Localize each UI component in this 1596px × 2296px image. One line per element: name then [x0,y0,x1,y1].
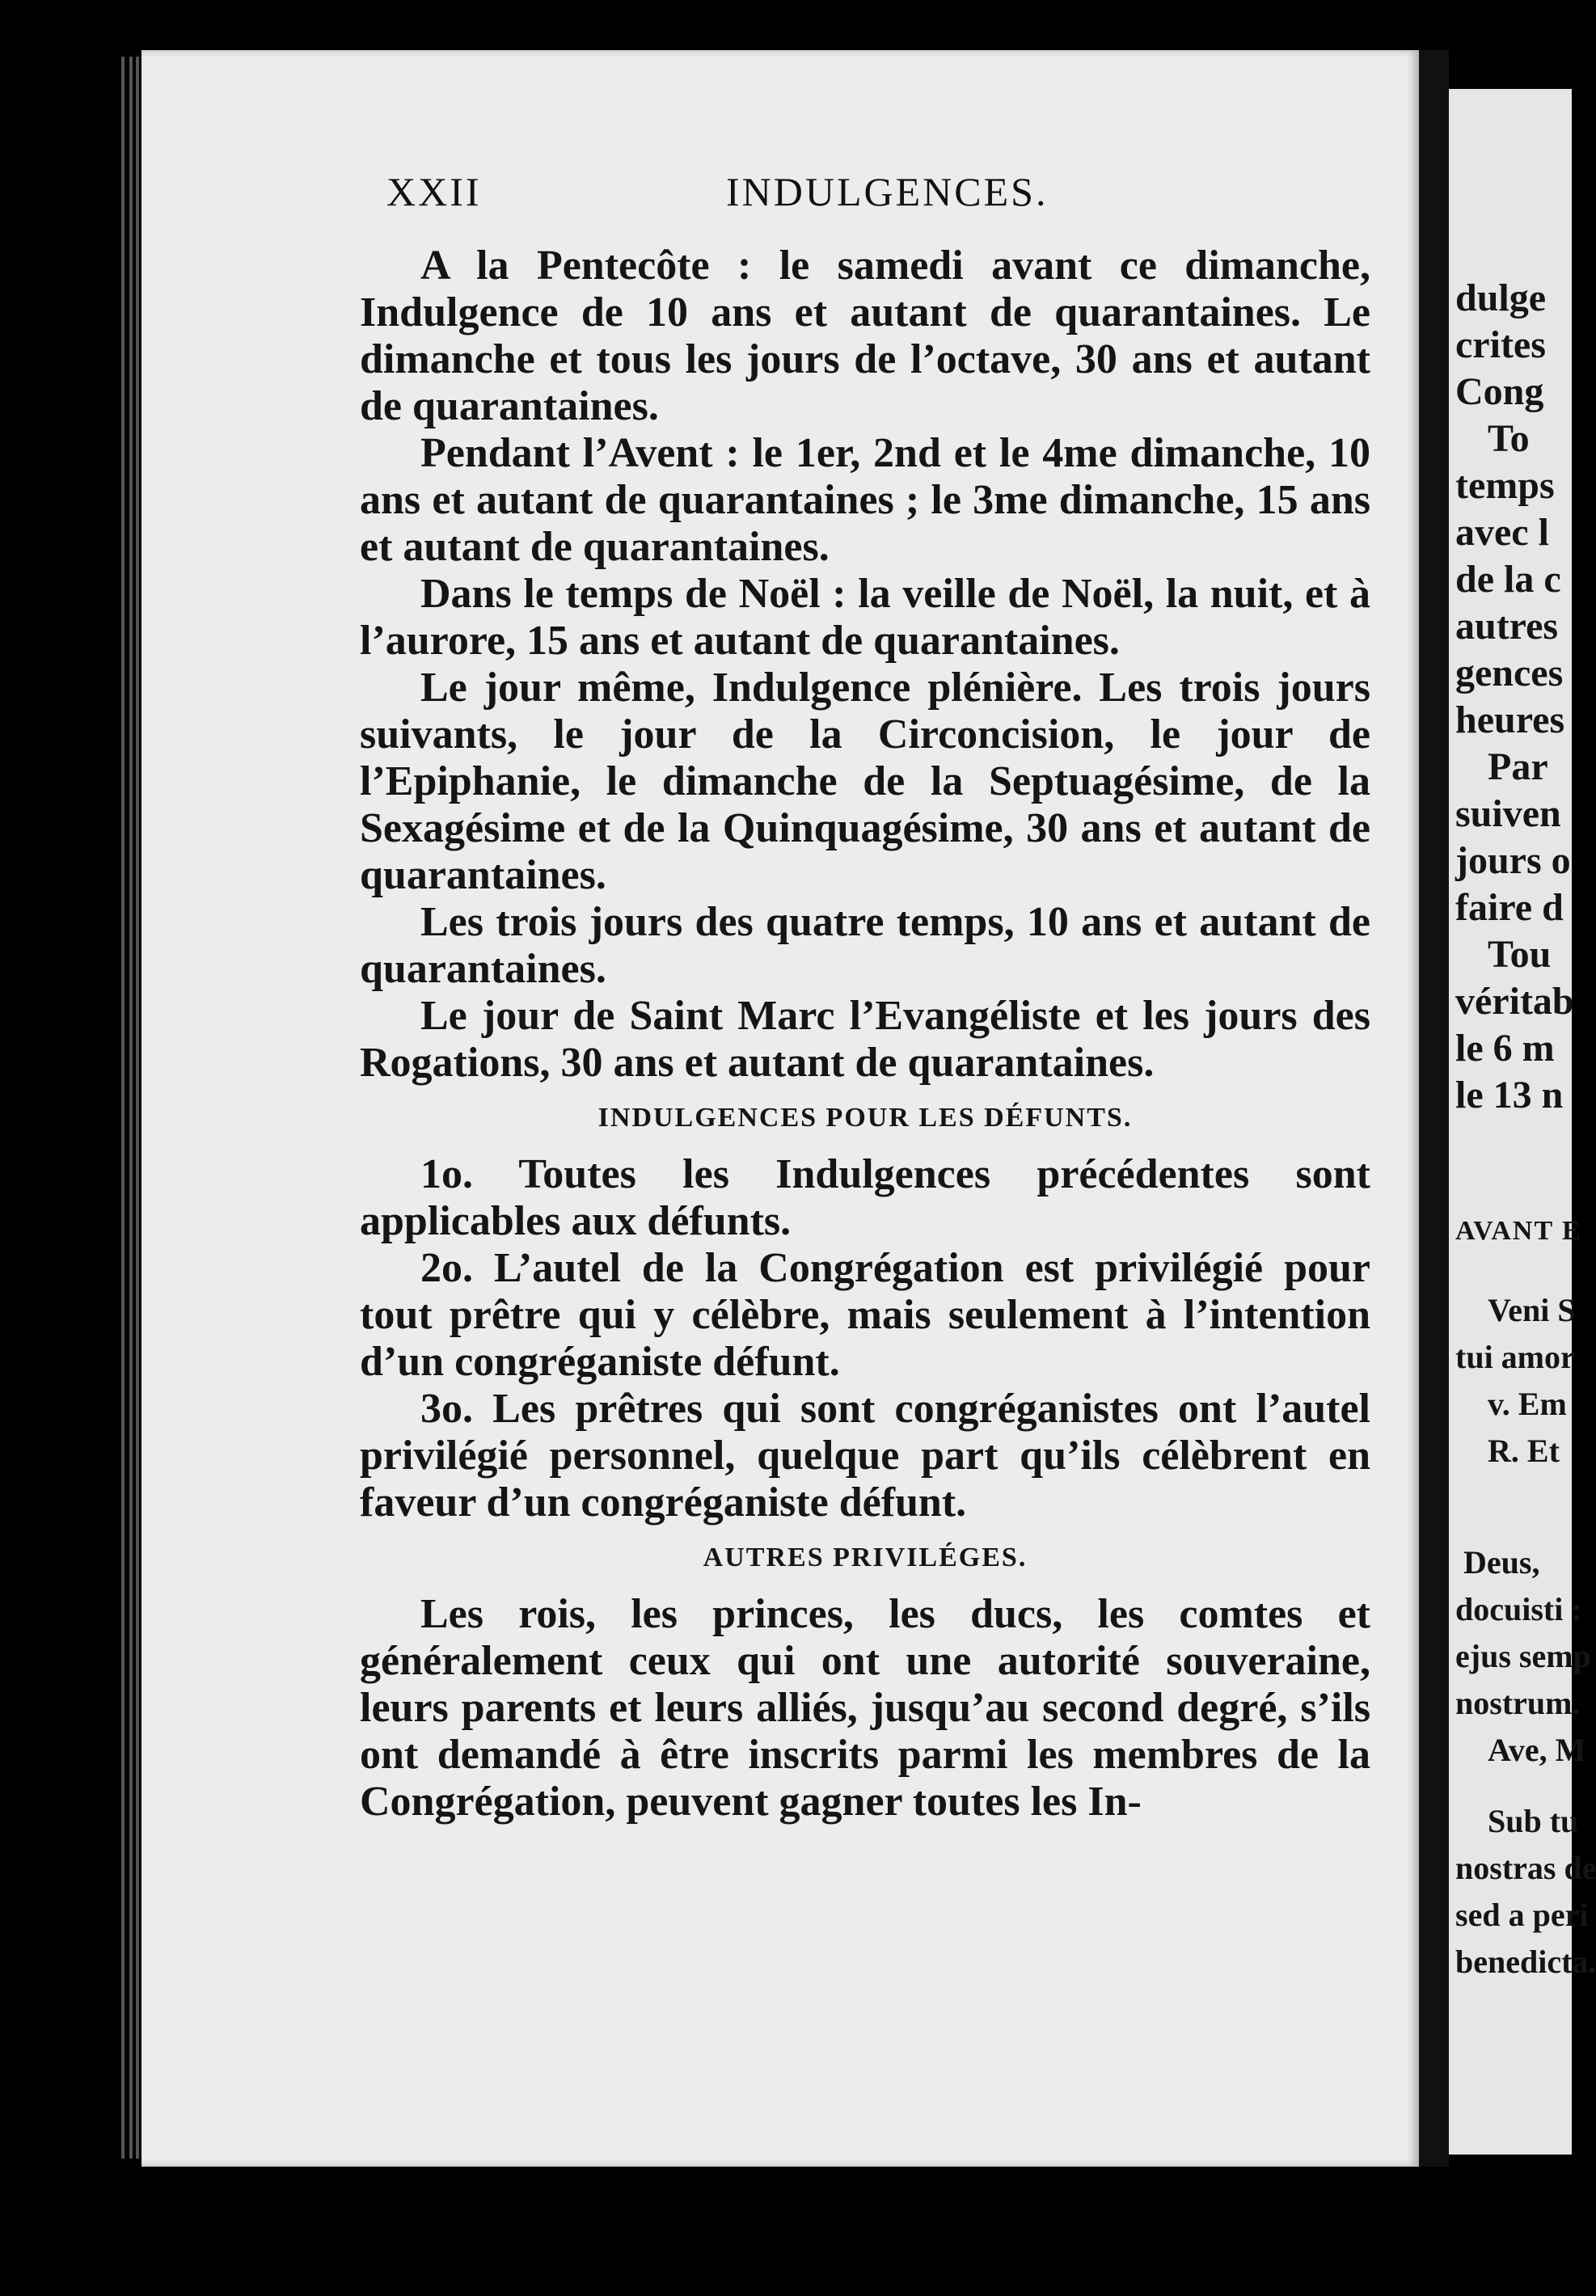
facing-line: R. Et [1488,1433,1560,1469]
page-stack-edge [136,57,139,2159]
facing-line: dulge [1455,276,1547,319]
facing-line: jours o [1455,839,1571,882]
facing-line: sed a peri [1455,1897,1589,1933]
facing-line: véritab [1455,980,1574,1023]
facing-line: Veni S [1488,1292,1576,1328]
facing-page-text [1455,275,1596,1986]
page-stack-edge [121,57,125,2159]
paragraph: Le jour même, Indulgence plénière. Les trois jours suivants, le jour de la Circoncision, le jour de l’Epiphanie, le dimanche de la Septuagésime, de la Sexagésime et de la Quinquagésime, 30 ans et autant de quarantaines. [360,665,1370,898]
facing-line: autres [1455,605,1559,648]
facing-line: tui amor [1455,1339,1575,1375]
facing-line: heures [1455,699,1565,741]
book-gutter [1419,50,1449,2167]
section-title-defunts: INDULGENCES POUR LES DÉFUNTS. [597,1103,1133,1133]
paragraph: Les trois jours des quatre temps, 10 ans et autant de quarantaines. [360,899,1370,992]
paragraph: Le jour de Saint Marc l’Evangéliste et les jours des Rogations, 30 ans et autant de quarantaines. [360,993,1370,1086]
paragraph: 1o. Toutes les Indulgences précédentes sont applicables aux défunts. [360,1151,1370,1244]
facing-line: ejus semp [1455,1638,1591,1674]
paragraph: 3o. Les prêtres qui sont congréganistes ont l’autel privilégié personnel, quelque part qu’ils célèbrent en faveur d’un congréganiste défunt. [360,1386,1370,1526]
facing-line: temps [1455,464,1555,507]
section-title-privileges: AUTRES PRIVILÉGES. [703,1543,1028,1572]
facing-line: AVANT E [1455,1216,1582,1246]
paragraph: Pendant l’Avent : le 1er, 2nd et le 4me dimanche, 10 ans et autant de quarantaines ; le 3me dimanche, 15 ans et autant de quarantaines. [360,430,1370,570]
facing-line: Tou [1488,933,1552,976]
facing-line: Ave, M [1488,1732,1586,1768]
paragraph: 2o. L’autel de la Congrégation est privilégié pour tout prêtre qui y célèbre, mais seulement à l’intention d’un congréganiste défunt. [360,1245,1370,1385]
facing-line: le 13 n [1455,1074,1564,1116]
paragraph: A la Pentecôte : le samedi avant ce dimanche, Indulgence de 10 ans et autant de quarantaines. Le dimanche et tous les jours de l’octave, 30 ans et autant de quarantaines. [360,243,1370,429]
facing-line: faire d [1455,886,1564,929]
facing-line: Cong [1455,370,1544,413]
facing-line: suiven [1455,792,1561,835]
facing-line: docuisti : [1455,1591,1582,1627]
facing-line: nostras de [1455,1850,1596,1886]
facing-line: To [1488,417,1530,460]
running-title: INDULGENCES. [726,169,1049,214]
facing-line: Par [1488,745,1548,788]
facing-line: avec l [1455,511,1549,554]
page-stack-edge [129,57,133,2159]
facing-line: de la c [1455,558,1561,601]
paragraph: Les rois, les princes, les ducs, les comtes et généralement ceux qui ont une autorité souveraine, leurs parents et leurs alliés, jusqu’au second degré, s’ils ont demandé à être inscrits parmi les membres de la Congrégation, peuvent gagner toutes les In- [360,1591,1370,1825]
facing-line: Sub tu [1488,1803,1579,1839]
facing-line: gences [1455,652,1564,694]
facing-line: nostrum. [1455,1685,1581,1721]
facing-line: crites [1455,323,1546,366]
page-number: XXII [386,169,482,214]
main-text [360,243,1370,1825]
facing-line: benedicta. [1455,1944,1596,1980]
facing-line: Deus, [1463,1544,1540,1581]
facing-line: v. Em [1488,1386,1567,1422]
paragraph: Dans le temps de Noël : la veille de Noël, la nuit, et à l’aurore, 15 ans et autant de quarantaines. [360,571,1370,664]
facing-line: le 6 m [1455,1027,1555,1070]
